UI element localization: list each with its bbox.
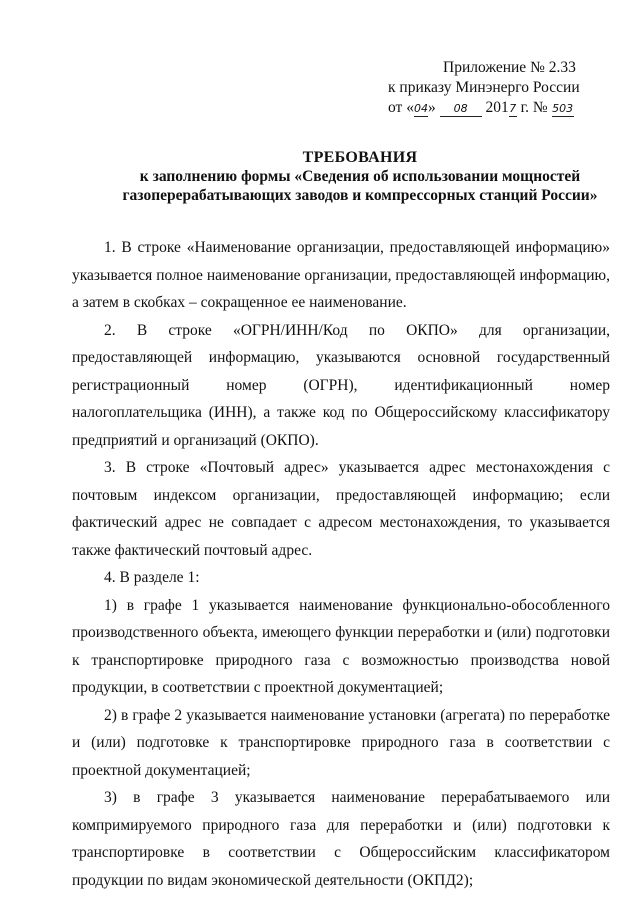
- paragraph-3: 3. В строке «Почтовый адрес» указывается адрес местонахождения с почтовым индексом организации, предоставляющей информацию; если фактический адрес не совпадает с адресом местонахождения, то указывается также фактический почтовый адрес.: [72, 459, 610, 559]
- paragraph-5: 1) в графе 1 указывается наименование функционально-обособленного производственного объекта, имеющего функции переработки и (или) подготовки к транспортировке природного газа с возможностью производства новой продукции, в соответствии с проектной документацией;: [72, 596, 610, 696]
- handwritten-year-digit: 7: [509, 102, 517, 115]
- handwritten-order-number: 503: [552, 102, 574, 115]
- title-line-1: к заполнению формы «Сведения об использовании мощностей: [139, 168, 581, 185]
- order-date-line: [388, 98, 618, 118]
- handwritten-day: 04: [413, 102, 428, 115]
- appendix-number: Приложение № 2.33: [443, 59, 576, 76]
- paragraph-4: 4. В разделе 1:: [104, 569, 200, 586]
- year-prefix: 201: [485, 99, 509, 116]
- year-suffix: г. №: [516, 99, 552, 116]
- paragraph-2: 2. В строке «ОГРН/ИНН/Код по ОКПО» для организации, предоставляющей информацию, указываются основной государственный регистрационный номер (ОГРН), идентификационный номер налогоплательщика (ИНН), а также код по Общероссийскому классификатору предприятий и организаций (ОКПО).: [72, 321, 610, 449]
- date-quote-close: »: [427, 99, 436, 116]
- appendix-header: [388, 58, 618, 118]
- title-heading: ТРЕБОВАНИЯ: [302, 149, 418, 166]
- document-title: [60, 148, 640, 205]
- order-reference: к приказу Минэнерго России: [388, 79, 580, 96]
- title-line-2: газоперерабатывающих заводов и компрессорных станций России»: [122, 187, 598, 204]
- date-prefix: от «: [388, 99, 414, 116]
- document-body: [72, 234, 610, 894]
- paragraph-1: 1. В строке «Наименование организации, предоставляющей информацию» указывается полное наименование организации, предоставляющей информацию, а затем в скобках – сокращенное ее наименование.: [72, 239, 610, 311]
- handwritten-month: 08: [440, 102, 482, 117]
- paragraph-6: 2) в графе 2 указывается наименование установки (агрегата) по переработке и (или) подготовке к транспортировке природного газа в соответствии с проектной документацией;: [72, 706, 610, 779]
- paragraph-7: 3) в графе 3 указывается наименование перерабатываемого или компримируемого природного газа для переработки и (или) подготовки к транспортировке в соответствии с Общероссийским классификатором продукции по видам экономической деятельности (ОКПД2);: [72, 789, 610, 889]
